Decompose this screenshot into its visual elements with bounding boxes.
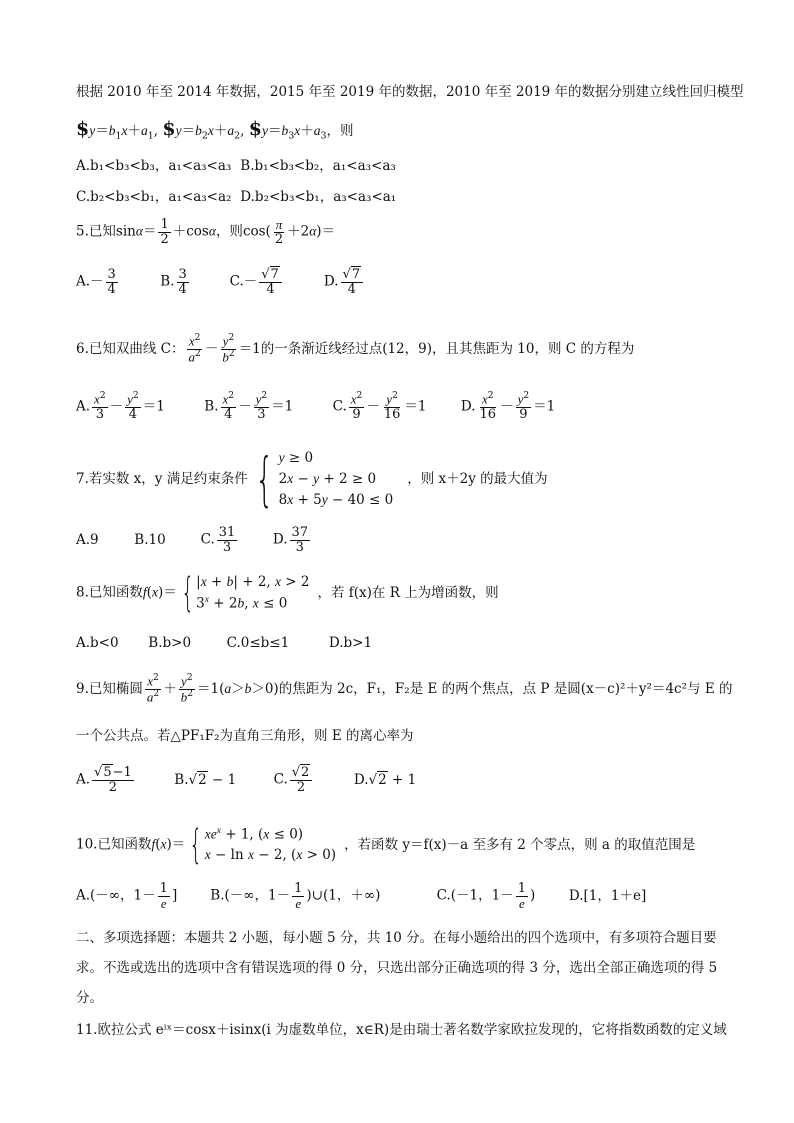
q5-option-b: B. $\frac{3}{4}$: [160, 267, 187, 297]
q8-option-b: B.b>0: [148, 635, 192, 651]
q8-brace: {: [181, 570, 194, 617]
q7-constraints: y ≥ 0 2x − y + 2 ≥ 0 8x + 5y − 40 ≤ 0: [278, 450, 394, 508]
q7-option-d: D. $\frac{37}{3}$: [272, 525, 309, 555]
q5-prefix: 5.已知: [76, 223, 116, 240]
q6-option-b: B. $\frac{x^2}{4}$ － $\frac{y^2}{3}$ ＝1: [204, 391, 294, 422]
q10-option-a: A.(－∞，1－ $\frac{1}{e}$ ]: [76, 881, 178, 911]
q8-suffix: ，若 f(x)在 R 上为增函数，则: [317, 584, 499, 601]
q10-option-c: C.(－1，1－ $\frac{1}{e}$ ): [436, 881, 536, 911]
q5-mid: ，则: [215, 223, 243, 240]
q7-prefix: 7.若实数 x，y 满足约束条件: [76, 470, 248, 487]
q11-line1: 11.欧拉公式 eⁱˣ＝cosx＋isinx(i 为虚数单位，x∈R)是由瑞士著名数学家欧拉发现的，它将指数函数的定义域: [76, 1022, 727, 1038]
q10-piecewise: $xe^x + 1$, (x ≤ 0) x − ln x − 2, (x > 0): [204, 826, 337, 864]
q4-option-b: B.b₁<b₃<b₂，a₁<a₃<a₃: [240, 158, 396, 174]
q8-options: [76, 635, 372, 651]
q8-stem: 8.已知函数f(x)＝ { |x + b| + 2, x > 2 $3^x + 2b$, x ≤ 0 ，若 f(x)在 R 上为增函数，则: [76, 570, 499, 617]
q7-option-c: C. $\frac{31}{3}$: [200, 525, 236, 555]
q8-option-a: A.b<0: [76, 635, 119, 651]
section2-line3: 分。: [76, 990, 103, 1006]
q9-option-b: B.√2 − 1: [174, 771, 237, 788]
q9-option-a: A. $\frac{√5-1}{2}$: [76, 765, 132, 795]
q7-stem: [76, 445, 548, 514]
q5-options: [76, 268, 365, 296]
q4-options-row1: [76, 158, 396, 174]
q6-stem: 6.已知双曲线 C： $\frac{x^2}{a^2}$ － $\frac{y^2}{b^2}$ ＝1的一条渐近线经过点(12，9)，且其焦距为 10，则 C 的方程为: [76, 333, 635, 365]
q5-option-c: C.－ $\frac{√7}{4}$: [230, 268, 320, 296]
q6-option-d: D. $\frac{x^2}{16}$ － $\frac{y^2}{9}$ ＝1: [460, 391, 556, 422]
q9-stem: 9.已知椭圆 $\frac{x^2}{a^2}$ ＋ $\frac{y^2}{b^2}$ ＝1(a＞b＞0)的焦距为 2c，F₁，F₂是 E 的两个焦点，点 P 是圆(x－c)²＋y²＝4c²与 E 的: [76, 673, 733, 705]
q8-option-d: D.b>1: [328, 635, 373, 651]
q6-prefix: 6.已知双曲线 C：: [76, 340, 185, 357]
q9-option-c: C. $\frac{√2}{2}$: [274, 766, 350, 794]
q4-options-row2: [76, 189, 396, 205]
q8-piecewise: |x + b| + 2, x > 2 $3^x + 2b$, x ≤ 0: [196, 574, 310, 612]
q7-option-a: A.9: [76, 531, 99, 548]
q10-options: [76, 882, 646, 910]
q4-option-a: A.b₁<b₃<b₃，a₁<a₃<a₃: [76, 158, 232, 174]
intro-line: 根据 2010 年至 2014 年数据，2015 年至 2019 年的数据，2010 年至 2019 年的数据分别建立线性回归模型: [76, 84, 744, 100]
q9-option-d: D.√2 + 1: [353, 771, 417, 788]
q7-options: [76, 526, 312, 554]
q4-option-d: D.b₂<b₃<b₁，a₃<a₃<a₁: [240, 189, 397, 205]
q8-option-c: C.0≤b≤1: [226, 635, 290, 651]
q7-option-b: B.10: [134, 531, 166, 548]
q10-suffix: ，若函数 y＝f(x)－a 至多有 2 个零点，则 a 的取值范围是: [344, 836, 696, 853]
section2-line1: 二、多项选择题：本题共 2 小题，每小题 5 分，共 10 分。在每小题给出的四个选项中，有多项符合题目要: [76, 930, 717, 946]
regression-models: $\$y=b_1x+a_1$, $\$y=b_2x+a_2$, $\$y=b_3x+a_3$，则: [76, 118, 354, 142]
q7-suffix: ，则 x＋2y 的最大值为: [407, 470, 548, 487]
q5-option-a: A.－ $\frac{3}{4}$: [76, 267, 116, 297]
q10-option-d: D.[1，1＋e]: [568, 887, 647, 904]
q8-prefix: 8.已知函数: [76, 584, 143, 601]
q7-brace: {: [254, 445, 274, 514]
q9-prefix: 9.已知椭圆: [76, 680, 143, 697]
q5-option-d: D. $\frac{√7}{4}$: [324, 268, 365, 296]
q9-suffix: 的焦距为 2c，F₁，F₂是 E 的两个焦点，点 P 是圆(x－c)²＋y²＝4c²与 E 的: [278, 680, 733, 697]
section2-line2: 求。不选或选出的选项中含有错误选项的得 0 分，只选出部分正确选项的得 3 分，选出全部正确选项的得 5: [76, 960, 718, 976]
models-suffix: ，则: [326, 123, 354, 139]
q10-brace: {: [189, 822, 203, 869]
q6-suffix: 的一条渐近线经过点(12，9)，且其焦距为 10，则 C 的方程为: [260, 340, 635, 357]
q9-line2: 一个公共点。若△PF₁F₂为直角三角形，则 E 的离心率为: [76, 728, 414, 744]
q5-stem: 5.已知sinα＝ $\frac{1}{2}$ ＋cosα，则cos( $\frac{\pi}{2}$ ＋2α)＝: [76, 217, 336, 247]
q4-option-c: C.b₂<b₃<b₁，a₁<a₃<a₂: [76, 189, 232, 205]
q9-options: [76, 766, 416, 794]
q6-option-c: C. $\frac{x^2}{9}$ － $\frac{y^2}{16}$ ＝1: [332, 391, 427, 422]
q6-option-a: A. $\frac{x^2}{3}$ － $\frac{y^2}{4}$ ＝1: [76, 391, 165, 422]
q10-option-b: B.(－∞，1－ $\frac{1}{e}$ )∪(1，＋∞): [210, 881, 381, 911]
q10-stem: 10.已知函数f(x)＝ { $xe^x + 1$, (x ≤ 0) x − ln x − 2, (x > 0) ，若函数 y＝f(x)－a 至多有 2 个零点，则 a 的取值范围是: [76, 822, 696, 869]
q6-options: [76, 392, 555, 422]
q10-prefix: 10.已知函数: [76, 836, 152, 853]
